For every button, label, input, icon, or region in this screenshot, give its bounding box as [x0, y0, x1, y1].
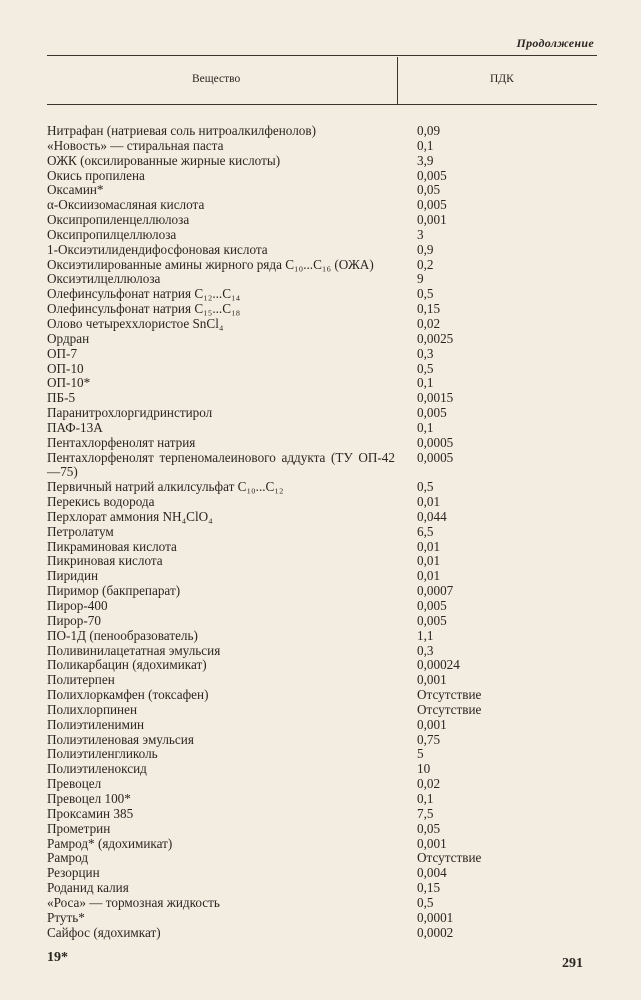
table-row	[47, 362, 602, 377]
table-row	[47, 510, 602, 525]
table-row	[47, 658, 602, 673]
pdk-value: 0,02	[417, 776, 441, 792]
pdk-value: 0,001	[417, 672, 447, 688]
table-row	[47, 406, 602, 421]
substance-name: ПАФ-13А	[47, 419, 103, 435]
pdk-value: 0,01	[417, 494, 441, 510]
substance-name: α-Оксиизомасляная кислота	[47, 197, 205, 213]
pdk-value: 0,5	[417, 286, 434, 302]
table-row	[47, 733, 602, 748]
pdk-value: Отсутствие	[417, 701, 482, 717]
pdk-value: 0,005	[417, 197, 447, 213]
table-row	[47, 243, 602, 258]
pdk-value: 0,005	[417, 405, 447, 421]
table-row	[47, 599, 602, 614]
substance-table	[47, 124, 602, 940]
pdk-value: 0,001	[417, 212, 447, 228]
pdk-value: 0,01	[417, 538, 441, 554]
pdk-value: 0,05	[417, 182, 441, 198]
table-row	[47, 525, 602, 540]
header-column-divider	[397, 57, 398, 104]
table-row	[47, 614, 602, 629]
table-row	[47, 822, 602, 837]
substance-name: Ордран	[47, 330, 90, 346]
table-row	[47, 124, 602, 139]
pdk-value: 5	[417, 746, 424, 762]
table-row	[47, 554, 602, 569]
substance-name: Пикриновая кислота	[47, 553, 163, 569]
table-row	[47, 213, 602, 228]
substance-name: Полихлоркамфен (токсафен)	[47, 687, 209, 703]
pdk-value: Отсутствие	[417, 850, 482, 866]
table-row	[47, 777, 602, 792]
column-header-pdk: ПДК	[490, 73, 514, 85]
table-row	[47, 451, 602, 481]
table-row	[47, 317, 602, 332]
substance-name: Полиэтиленгликоль	[47, 746, 158, 762]
substance-name: Оксиэтилированные амины жирного ряда C₁₀...C₁₆ (ОЖА)	[47, 256, 374, 272]
substance-name: ПО-1Д (пенообразователь)	[47, 627, 198, 643]
substance-name: Пентахлорфенолят терпеномалеиновoго аддукта (ТУ ОП-42—75)	[47, 449, 395, 480]
substance-name: 1-Оксиэтилидендифосфоновая кислота	[47, 241, 268, 257]
substance-name: Полиэтиленовая эмульсия	[47, 731, 194, 747]
pdk-value: 0,3	[417, 642, 434, 658]
pdk-value: 0,15	[417, 880, 441, 896]
table-row	[47, 584, 602, 599]
table-row	[47, 629, 602, 644]
pdk-value: 10	[417, 761, 431, 777]
page-number: 291	[562, 956, 583, 971]
substance-name: Резорцин	[47, 865, 100, 881]
pdk-value: 0,0025	[417, 330, 454, 346]
table-row	[47, 926, 602, 941]
pdk-value: 0,001	[417, 835, 447, 851]
table-row	[47, 881, 602, 896]
table-row	[47, 421, 602, 436]
pdk-value: Отсутствие	[417, 687, 482, 703]
substance-name: Роданид калия	[47, 880, 129, 896]
substance-name: Полихлорпинен	[47, 701, 138, 717]
substance-name: Поливинилацетатная эмульсия	[47, 642, 221, 658]
table-row	[47, 154, 602, 169]
pdk-value: 3	[417, 226, 424, 242]
substance-name: Нитрафан (натриевая соль нитроалкилфенолов)	[47, 123, 317, 138]
table-row	[47, 302, 602, 317]
substance-name: Пиридин	[47, 568, 99, 584]
pdk-value: 0,1	[417, 375, 434, 391]
substance-name: Полиэтиленимин	[47, 716, 145, 732]
substance-name: Окись пропилена	[47, 167, 145, 183]
substance-name: Оксипропиленцеллюлоза	[47, 212, 190, 228]
table-row	[47, 762, 602, 777]
substance-name: Перхлорат аммония NH₄ClO₄	[47, 508, 213, 524]
substance-name: ОП-10	[47, 360, 84, 376]
table-row	[47, 169, 602, 184]
table-row	[47, 391, 602, 406]
substance-name: Пентахлорфенолят натрия	[47, 434, 196, 450]
pdk-value: 0,0005	[417, 449, 454, 465]
substance-name: Пикраминовая кислота	[47, 538, 177, 554]
pdk-value: 6,5	[417, 523, 434, 539]
pdk-value: 0,01	[417, 553, 441, 569]
substance-name: Оксамин*	[47, 182, 104, 198]
pdk-value: 0,0005	[417, 434, 454, 450]
table-row	[47, 376, 602, 391]
table-row	[47, 272, 602, 287]
table-row	[47, 569, 602, 584]
table-row	[47, 851, 602, 866]
substance-name: Перекись водорода	[47, 494, 155, 510]
pdk-value: 0,15	[417, 301, 441, 317]
table-row	[47, 332, 602, 347]
pdk-value: 0,005	[417, 598, 447, 613]
table-row	[47, 688, 602, 703]
substance-name: Оксиэтилцеллюлоза	[47, 271, 161, 287]
substance-name: Полиэтиленоксид	[47, 761, 147, 777]
table-row	[47, 540, 602, 555]
table-row	[47, 228, 602, 243]
pdk-value: 0,0015	[417, 390, 454, 406]
table-row	[47, 139, 602, 154]
pdk-value: 0,5	[417, 894, 434, 910]
substance-name: Пиримор (бакпрепарат)	[47, 583, 181, 599]
substance-name: Поликарбацин (ядохимикат)	[47, 657, 207, 673]
substance-name: ОЖК (оксилированные жирные кислоты)	[47, 152, 281, 168]
pdk-value: 0,1	[417, 419, 434, 435]
pdk-value: 0,05	[417, 820, 441, 836]
substance-name: Пирор-400	[47, 598, 108, 613]
substance-name: «Новость» — стиральная паста	[47, 137, 224, 153]
pdk-value: 0,9	[417, 241, 434, 257]
pdk-value: 0,0001	[417, 909, 454, 925]
table-row	[47, 807, 602, 822]
pdk-value: 7,5	[417, 805, 434, 821]
substance-name: Олово четыреххлористое SnCl₄	[47, 315, 224, 331]
column-header-substance: Вещество	[192, 73, 241, 85]
pdk-value: 0,1	[417, 790, 434, 806]
table-row	[47, 495, 602, 510]
substance-name: Петролатум	[47, 523, 114, 539]
continued-label: Продолжение	[516, 36, 594, 50]
table-row	[47, 347, 602, 362]
pdk-value: 0,01	[417, 568, 441, 584]
table-row	[47, 436, 602, 451]
table-row	[47, 258, 602, 273]
pdk-value: 0,0002	[417, 924, 454, 940]
substance-name: Пирор-70	[47, 612, 101, 628]
pdk-value: 1,1	[417, 627, 434, 643]
substance-name: Сайфос (ядохимкат)	[47, 924, 161, 940]
substance-name: Прометрин	[47, 820, 111, 836]
table-row	[47, 287, 602, 302]
table-row	[47, 837, 602, 852]
table-row	[47, 673, 602, 688]
pdk-value: 0,005	[417, 612, 447, 628]
pdk-value: 0,005	[417, 167, 447, 183]
table-top-rule	[47, 55, 597, 56]
signature-mark: 19*	[47, 950, 68, 965]
substance-name: Рамрод	[47, 850, 89, 866]
pdk-value: 0,044	[417, 508, 447, 524]
substance-name: Олефинсульфонат натрия C₁₅...C₁₈	[47, 301, 241, 317]
substance-name: ОП-10*	[47, 375, 91, 391]
table-row	[47, 183, 602, 198]
substance-name: Превоцел 100*	[47, 790, 131, 806]
substance-name: Ртуть*	[47, 909, 85, 925]
table-row	[47, 792, 602, 807]
pdk-value: 0,75	[417, 731, 441, 747]
pdk-value: 0,1	[417, 137, 434, 153]
substance-name: Превоцел	[47, 776, 102, 792]
pdk-value: 0,09	[417, 123, 441, 138]
substance-name: Олефинсульфонат натрия C₁₂...C₁₄	[47, 286, 241, 302]
substance-name: Оксипропилцеллюлоза	[47, 226, 177, 242]
substance-name: ОП-7	[47, 345, 78, 361]
table-header-rule	[47, 104, 597, 105]
pdk-value: 9	[417, 271, 424, 287]
pdk-value: 0,0007	[417, 583, 454, 599]
pdk-value: 0,5	[417, 479, 434, 495]
table-row	[47, 747, 602, 762]
substance-name: Проксамин 385	[47, 805, 134, 821]
table-row	[47, 896, 602, 911]
substance-name: Политерпен	[47, 672, 115, 688]
table-row	[47, 718, 602, 733]
pdk-value: 0,00024	[417, 657, 460, 673]
pdk-value: 0,3	[417, 345, 434, 361]
pdk-value: 3,9	[417, 152, 434, 168]
pdk-value: 0,5	[417, 360, 434, 376]
table-row	[47, 911, 602, 926]
table-row	[47, 198, 602, 213]
substance-name: Рамрод* (ядохимикат)	[47, 835, 173, 851]
substance-name: «Роса» — тормозная жидкость	[47, 894, 220, 910]
pdk-value: 0,004	[417, 865, 447, 881]
substance-name: ПБ-5	[47, 390, 76, 406]
substance-name: Первичный натрий алкилсульфат C₁₀...C₁₂	[47, 479, 284, 495]
pdk-value: 0,001	[417, 716, 447, 732]
substance-name: Паранитрохлоргидринстирол	[47, 405, 213, 421]
table-row	[47, 866, 602, 881]
table-row	[47, 703, 602, 718]
pdk-value: 0,2	[417, 256, 434, 272]
pdk-value: 0,02	[417, 315, 441, 331]
table-row	[47, 644, 602, 659]
table-row	[47, 480, 602, 495]
